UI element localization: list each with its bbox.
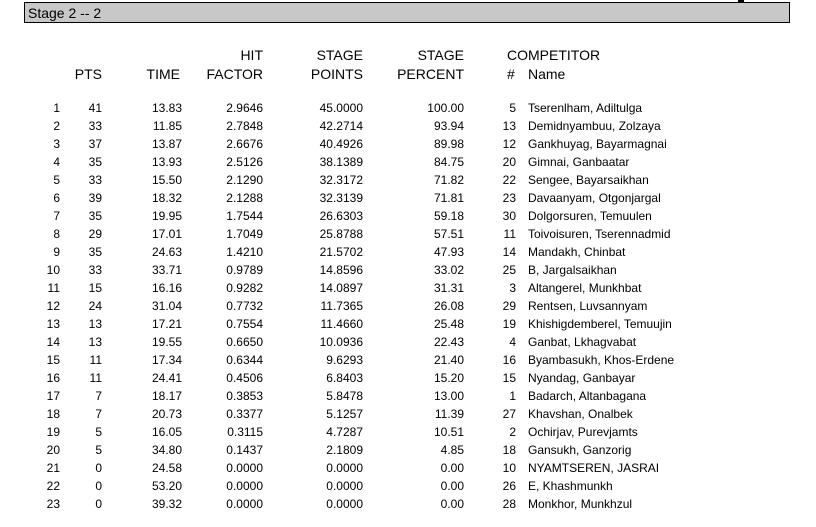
header-stage-percent-top: STAGE [417, 47, 464, 63]
stage-points-cell: 32.3172 [319, 173, 363, 187]
competitor-number-cell: 28 [502, 497, 516, 511]
stage-points-cell: 9.6293 [326, 353, 363, 367]
competitor-name-cell: Monkhor, Munkhzul [528, 497, 633, 511]
stage-percent-cell: 15.20 [433, 371, 464, 385]
stage-points-cell: 32.3139 [319, 191, 363, 205]
table-row [0, 99, 816, 117]
header-pts: PTS [74, 66, 102, 82]
stage-percent-cell: 100.00 [427, 101, 464, 115]
time-cell: 17.01 [151, 227, 182, 241]
place-cell: 12 [46, 299, 60, 313]
time-cell: 18.32 [151, 191, 182, 205]
header-number: # [507, 66, 515, 82]
hit-factor-cell: 2.1288 [226, 191, 263, 205]
results-table [0, 99, 816, 513]
table-row [0, 351, 816, 369]
table-row [0, 369, 816, 387]
table-row [0, 333, 816, 351]
pts-cell: 13 [88, 317, 102, 331]
stage-percent-cell: 71.81 [433, 191, 464, 205]
time-cell: 19.95 [151, 209, 182, 223]
table-row [0, 279, 816, 297]
pts-cell: 33 [88, 119, 102, 133]
header-stage-points-top: STAGE [316, 47, 363, 63]
pts-cell: 39 [88, 191, 102, 205]
stage-percent-cell: 11.39 [434, 407, 464, 421]
competitor-number-cell: 25 [502, 263, 516, 277]
pts-cell: 13 [88, 335, 102, 349]
time-cell: 11.85 [152, 119, 182, 133]
time-cell: 19.55 [151, 335, 182, 349]
competitor-number-cell: 11 [503, 227, 516, 241]
time-cell: 39.32 [151, 497, 182, 511]
stage-percent-cell: 0.00 [440, 497, 464, 511]
stage-percent-cell: 33.02 [433, 263, 464, 277]
place-cell: 8 [53, 227, 60, 241]
pts-cell: 37 [88, 137, 102, 151]
time-cell: 20.73 [151, 407, 182, 421]
place-cell: 22 [46, 479, 60, 493]
place-cell: 18 [46, 407, 60, 421]
table-row [0, 153, 816, 171]
competitor-number-cell: 23 [502, 191, 516, 205]
time-cell: 24.63 [151, 245, 182, 259]
competitor-name-cell: Altangerel, Munkhbat [528, 281, 642, 295]
competitor-number-cell: 18 [502, 443, 516, 457]
competitor-number-cell: 15 [502, 371, 516, 385]
stage-points-cell: 14.8596 [319, 263, 363, 277]
header-competitor: COMPETITOR [507, 47, 601, 63]
pts-cell: 5 [95, 443, 102, 457]
table-row [0, 423, 816, 441]
time-cell: 15.50 [151, 173, 182, 187]
stage-points-cell: 14.0897 [319, 281, 363, 295]
stage-percent-cell: 0.00 [440, 479, 464, 493]
table-row [0, 387, 816, 405]
place-cell: 17 [46, 389, 60, 403]
stage-points-cell: 38.1389 [319, 155, 363, 169]
hit-factor-cell: 2.7848 [226, 119, 263, 133]
competitor-name-cell: E, Khashmunkh [528, 479, 613, 493]
competitor-number-cell: 3 [509, 281, 516, 295]
table-row [0, 477, 816, 495]
competitor-name-cell: Mandakh, Chinbat [528, 245, 626, 259]
stage-points-cell: 2.1809 [326, 443, 363, 457]
stage-points-cell: 40.4926 [319, 137, 363, 151]
stage-points-cell: 21.5702 [319, 245, 363, 259]
time-cell: 13.87 [151, 137, 182, 151]
pts-cell: 15 [88, 281, 102, 295]
competitor-number-cell: 10 [502, 461, 516, 475]
competitor-number-cell: 19 [502, 317, 516, 331]
place-cell: 14 [46, 335, 60, 349]
stage-points-cell: 42.2714 [319, 119, 363, 133]
stage-points-cell: 45.0000 [319, 101, 363, 115]
stage-percent-cell: 71.82 [433, 173, 464, 187]
place-cell: 10 [46, 263, 60, 277]
time-cell: 33.71 [151, 263, 182, 277]
place-cell: 23 [46, 497, 60, 511]
competitor-name-cell: Toivoisuren, Tserennadmid [528, 227, 671, 241]
pts-cell: 35 [88, 209, 102, 223]
hit-factor-cell: 0.3853 [226, 389, 263, 403]
stage-percent-cell: 22.43 [433, 335, 464, 349]
stage-percent-cell: 57.51 [433, 227, 464, 241]
hit-factor-cell: 1.7049 [226, 227, 263, 241]
hit-factor-cell: 2.6676 [226, 137, 263, 151]
time-cell: 17.21 [151, 317, 182, 331]
time-cell: 24.41 [151, 371, 182, 385]
time-cell: 53.20 [151, 479, 182, 493]
hit-factor-cell: 0.6344 [226, 353, 263, 367]
place-cell: 3 [53, 137, 60, 151]
competitor-number-cell: 4 [509, 335, 516, 349]
stage-points-cell: 11.7365 [320, 299, 363, 313]
table-row [0, 117, 816, 135]
competitor-name-cell: Ganbat, Lkhagvabat [528, 335, 637, 349]
table-row [0, 189, 816, 207]
hit-factor-cell: 0.3115 [227, 425, 263, 439]
stage-percent-cell: 21.40 [433, 353, 464, 367]
hit-factor-cell: 0.9282 [226, 281, 263, 295]
header-hit: HIT [240, 47, 263, 63]
competitor-name-cell: Byambasukh, Khos-Erdene [528, 353, 675, 367]
header-name: Name [528, 66, 566, 82]
place-cell: 1 [53, 101, 60, 115]
stage-points-cell: 25.8788 [319, 227, 363, 241]
stage-points-cell: 6.8403 [326, 371, 363, 385]
competitor-name-cell: Sengee, Bayarsaikhan [528, 173, 649, 187]
place-cell: 6 [53, 191, 60, 205]
stage-percent-cell: 4.85 [440, 443, 464, 457]
time-cell: 24.58 [151, 461, 182, 475]
competitor-number-cell: 26 [502, 479, 516, 493]
competitor-name-cell: Badarch, Altanbagana [528, 389, 647, 403]
stage-percent-cell: 59.18 [433, 209, 464, 223]
competitor-name-cell: Demidnyambuu, Zolzaya [528, 119, 661, 133]
place-cell: 16 [46, 371, 60, 385]
hit-factor-cell: 2.1290 [226, 173, 263, 187]
table-row [0, 243, 816, 261]
pts-cell: 7 [95, 407, 102, 421]
stage-title: Stage 2 -- 2 [28, 5, 102, 21]
table-row [0, 315, 816, 333]
table-row [0, 135, 816, 153]
time-cell: 13.93 [151, 155, 182, 169]
competitor-name-cell: Khishigdemberel, Temuujin [528, 317, 672, 331]
competitor-name-cell: Rentsen, Luvsannyam [528, 299, 648, 313]
stage-percent-cell: 25.48 [433, 317, 464, 331]
stage-percent-cell: 84.75 [433, 155, 464, 169]
time-cell: 34.80 [151, 443, 182, 457]
hit-factor-cell: 0.0000 [226, 479, 263, 493]
pts-cell: 41 [88, 101, 102, 115]
stage-points-cell: 0.0000 [326, 461, 363, 475]
stage-percent-cell: 26.08 [433, 299, 464, 313]
table-row [0, 225, 816, 243]
pts-cell: 7 [95, 389, 102, 403]
competitor-number-cell: 13 [502, 119, 516, 133]
time-cell: 17.34 [151, 353, 182, 367]
stage-percent-cell: 10.51 [433, 425, 464, 439]
stage-title-bar [24, 2, 790, 23]
stage-percent-cell: 0.00 [440, 461, 464, 475]
hit-factor-cell: 0.7732 [226, 299, 263, 313]
hit-factor-cell: 0.7554 [226, 317, 263, 331]
competitor-name-cell: Nyandag, Ganbayar [528, 371, 636, 385]
competitor-number-cell: 16 [502, 353, 516, 367]
place-cell: 15 [46, 353, 60, 367]
hit-factor-cell: 0.1437 [226, 443, 263, 457]
stage-points-cell: 4.7287 [326, 425, 363, 439]
pts-cell: 33 [88, 263, 102, 277]
stage-percent-cell: 89.98 [433, 137, 464, 151]
stage-points-cell: 0.0000 [326, 497, 363, 511]
stage-percent-cell: 47.93 [433, 245, 464, 259]
competitor-number-cell: 5 [509, 101, 516, 115]
competitor-number-cell: 14 [502, 245, 516, 259]
hit-factor-cell: 0.6650 [226, 335, 263, 349]
time-cell: 31.04 [151, 299, 182, 313]
table-row [0, 459, 816, 477]
hit-factor-cell: 2.9646 [226, 101, 263, 115]
competitor-number-cell: 22 [502, 173, 516, 187]
stage-percent-cell: 31.31 [433, 281, 464, 295]
pts-cell: 11 [89, 371, 102, 385]
competitor-name-cell: Gankhuyag, Bayarmagnai [528, 137, 667, 151]
stage-percent-cell: 13.00 [433, 389, 464, 403]
stage-points-cell: 10.0936 [319, 335, 363, 349]
header-time: TIME [146, 66, 180, 82]
hit-factor-cell: 0.0000 [226, 497, 263, 511]
time-cell: 16.05 [151, 425, 182, 439]
pts-cell: 35 [88, 245, 102, 259]
competitor-number-cell: 29 [502, 299, 516, 313]
time-cell: 18.17 [151, 389, 182, 403]
table-row [0, 495, 816, 513]
table-row [0, 261, 816, 279]
table-row [0, 441, 816, 459]
pts-cell: 11 [89, 353, 102, 367]
competitor-number-cell: 12 [502, 137, 516, 151]
place-cell: 19 [46, 425, 60, 439]
pts-cell: 35 [88, 155, 102, 169]
hit-factor-cell: 2.5126 [226, 155, 263, 169]
stage-points-cell: 5.8478 [326, 389, 363, 403]
table-row [0, 405, 816, 423]
place-cell: 2 [53, 119, 60, 133]
competitor-number-cell: 2 [509, 425, 516, 439]
pts-cell: 33 [88, 173, 102, 187]
stage-points-cell: 26.6303 [319, 209, 363, 223]
stage-points-cell: 0.0000 [326, 479, 363, 493]
place-cell: 11 [47, 281, 60, 295]
hit-factor-cell: 0.0000 [226, 461, 263, 475]
stage-percent-cell: 93.94 [433, 119, 464, 133]
pts-cell: 5 [95, 425, 102, 439]
place-cell: 5 [53, 173, 60, 187]
stage-points-cell: 5.1257 [326, 407, 363, 421]
place-cell: 9 [53, 245, 60, 259]
hit-factor-cell: 0.3377 [226, 407, 263, 421]
competitor-name-cell: Ochirjav, Purevjamts [528, 425, 638, 439]
table-row [0, 297, 816, 315]
pts-cell: 29 [88, 227, 102, 241]
table-row [0, 171, 816, 189]
hit-factor-cell: 1.4210 [226, 245, 263, 259]
competitor-number-cell: 1 [509, 389, 516, 403]
header-stage-percent: PERCENT [397, 66, 464, 82]
hit-factor-cell: 0.9789 [226, 263, 263, 277]
competitor-name-cell: B, Jargalsaikhan [528, 263, 617, 277]
competitor-number-cell: 20 [502, 155, 516, 169]
competitor-name-cell: Gimnai, Ganbaatar [528, 155, 630, 169]
header-factor: FACTOR [206, 66, 263, 82]
competitor-name-cell: Davaanyam, Otgonjargal [528, 191, 661, 205]
hit-factor-cell: 1.7544 [226, 209, 263, 223]
competitor-name-cell: NYAMTSEREN, JASRAI [528, 461, 660, 475]
competitor-number-cell: 30 [502, 209, 516, 223]
time-cell: 13.83 [151, 101, 182, 115]
hit-factor-cell: 0.4506 [226, 371, 263, 385]
pts-cell: 0 [95, 497, 102, 511]
competitor-name-cell: Khavshan, Onalbek [528, 407, 633, 421]
place-cell: 20 [46, 443, 60, 457]
competitor-name-cell: Tserenlham, Adiltulga [528, 101, 643, 115]
competitor-number-cell: 27 [502, 407, 516, 421]
table-row [0, 207, 816, 225]
place-cell: 21 [46, 461, 60, 475]
place-cell: 7 [53, 209, 60, 223]
pts-cell: 24 [88, 299, 102, 313]
pts-cell: 0 [95, 461, 102, 475]
place-cell: 4 [53, 155, 60, 169]
pts-cell: 0 [95, 479, 102, 493]
competitor-name-cell: Dolgorsuren, Temuulen [528, 209, 652, 223]
stage-points-cell: 11.4660 [320, 317, 363, 331]
place-cell: 13 [46, 317, 60, 331]
header-stage-points: POINTS [310, 66, 363, 82]
competitor-name-cell: Gansukh, Ganzorig [528, 443, 632, 457]
time-cell: 16.16 [151, 281, 182, 295]
